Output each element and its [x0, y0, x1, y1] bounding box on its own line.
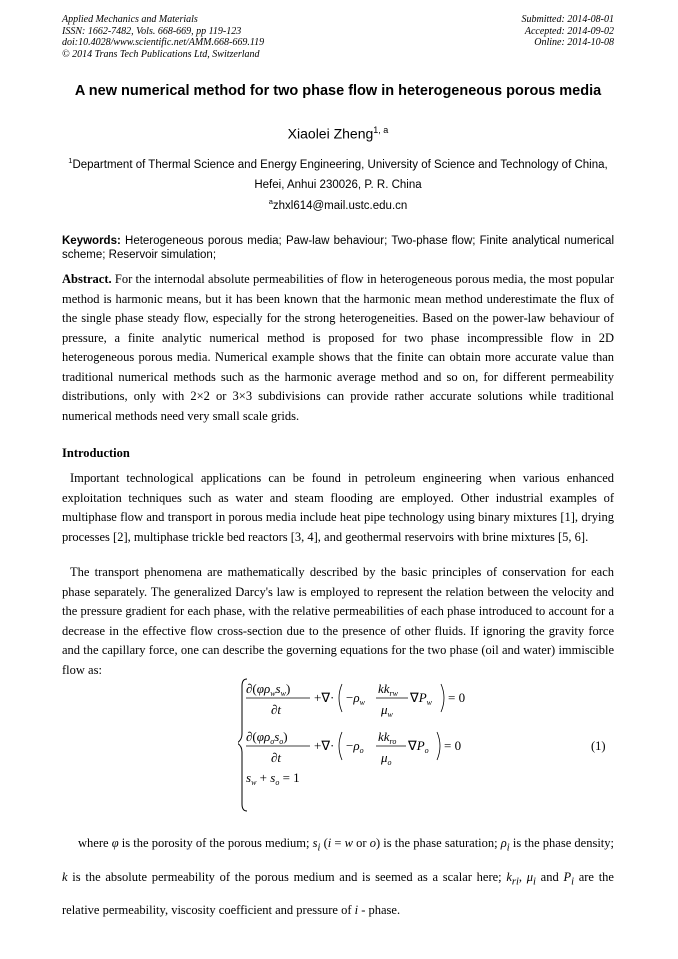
intro-paragraph-2: The transport phenomena are mathematically described by the basic principles of conservation for each phase separately. The generalized Darcy's law is employed to represent the relation between the velocity and the pressure gradient for each phase, with the relative permeabilities of each phase introduced to account for a decrease in the effective flow cross-section due to the presence of other fluids. If ignoring the gravity force and the capillary force, one can describe the governing equations for the two phase (oil and water) immiscible flow as: — [62, 565, 614, 677]
svg-text:∂t: ∂t — [271, 702, 282, 717]
abstract-label: Abstract. — [62, 272, 112, 286]
author-line — [62, 121, 614, 143]
issn-line: ISSN: 1662-7482, Vols. 668-669, pp 119-123 — [62, 25, 242, 37]
svg-text:−ρo: $-\rho_o$ — [346, 738, 364, 755]
svg-text:sw + so = 1: $s_w + s_o = 1$ — [246, 770, 300, 787]
journal-header-left — [62, 14, 264, 60]
svg-text:μw: $\mu_w$ — [381, 702, 393, 719]
abstract — [62, 270, 614, 426]
equation-oil — [246, 729, 461, 767]
svg-text:−ρw: $-\rho_w$ — [346, 690, 365, 707]
svg-text:∇Pw: $\nabla P_w$ — [410, 690, 432, 707]
accepted-date: Accepted: 2014-09-02 — [524, 25, 614, 37]
svg-text:∂(φρwsw): $\partial(\varphi\rho_ws_w)$ — [246, 681, 291, 698]
svg-text:kkrw: $kk_{rw}$ — [378, 681, 398, 698]
svg-text:+∇·: +∇· — [314, 738, 335, 753]
keywords — [62, 234, 614, 262]
keywords-text: Heterogeneous porous media; Paw-law behaviour; Two-phase flow; Finite analytical numerical scheme; Reservoir simulation; — [62, 235, 614, 261]
equation-water — [246, 681, 465, 719]
doi-line: doi:10.4028/www.scientific.net/AMM.668-669.119 — [62, 37, 265, 48]
governing-equations — [238, 676, 618, 816]
svg-text:∂t: ∂t — [271, 750, 282, 765]
intro-paragraph-1: Important technological applications can be found in petroleum engineering when various enhanced exploitation techniques such as water and steam flooding are employed. Other industrial examples of multiphase flow and transport in porous media include heat pipe technology using binary mixtures [1], drying processes [2], multiphase trickle bed reactors [3, 4], and geothermal reservoirs with brine mixtures [5, 6]. — [62, 471, 614, 544]
where-paragraph: where φ is the porosity of the porous medium; $s_i$ (i = w or o) is the phase saturation; $\rho_i$ is the phase density; k is the absolute permeability of the porous medium and is seemed as a scalar here; $k_{ri}$, $\mu_i$ and $P_i$ are the relative permeability, viscosity coefficient and pressure of i - phase. — [62, 836, 614, 917]
journal-header-right — [522, 14, 615, 49]
paper-title: A new numerical method for two phase flow in heterogeneous porous media — [74, 83, 602, 99]
affiliation-sup: 1 — [68, 156, 73, 165]
author-sup: 1, a — [373, 125, 389, 135]
online-date: Online: 2014-10-08 — [534, 37, 614, 48]
journal-name: Applied Mechanics and Materials — [62, 14, 198, 25]
affiliation-text: Department of Thermal Science and Energy Engineering, University of Science and Technology of China, Hefei, Anhui 230026, P. R. China — [72, 158, 608, 191]
submitted-date: Submitted: 2014-08-01 — [521, 14, 614, 25]
email-address[interactable]: zhxl614@mail.ustc.edu.cn — [272, 199, 408, 212]
equation-brace — [238, 679, 247, 811]
email-line — [62, 194, 614, 214]
affiliation — [62, 151, 614, 195]
svg-text:= 0: = 0 — [448, 690, 466, 705]
svg-text:= 0: = 0 — [444, 738, 462, 753]
svg-text:∂(φρoso): $\partial(\varphi\rho_os_o)$ — [246, 729, 288, 746]
svg-text:μo: $\mu_o$ — [381, 750, 392, 767]
copyright-line: © 2014 Trans Tech Publications Ltd, Switzerland — [62, 48, 260, 60]
keywords-label: Keywords: — [62, 235, 121, 247]
equation-number: (1) — [591, 739, 606, 753]
svg-text:kkro: $kk_{ro}$ — [378, 729, 397, 746]
abstract-text: For the internodal absolute permeabilities of flow in heterogeneous porous media, the most popular method is harmonic means, but it has been known that the harmonic mean method underestimate the flux of the single phase steady flow, especially for the strong heterogeneities. Based on the power-law behaviour of pressure, a finite analytic numerical method is proposed for two phase incompressible flow in 2D heterogeneous porous media. Numerical example shows that the finite can obtain more accurate value than traditional numerical methods such as the harmonic average method and so on, for different permeability distributions, only with 2×2 or 3×3 subdivisions can provide rather accurate solutions while traditional numerical methods need very small scale grids. — [62, 272, 614, 423]
section-heading-introduction: Introduction — [62, 446, 130, 460]
equation-saturation — [246, 770, 300, 787]
author-name: Xiaolei Zheng — [287, 125, 374, 142]
svg-text:∇Po: $\nabla P_o$ — [408, 738, 429, 755]
email-sup: a — [268, 197, 273, 206]
svg-text:+∇·: +∇· — [314, 690, 335, 705]
